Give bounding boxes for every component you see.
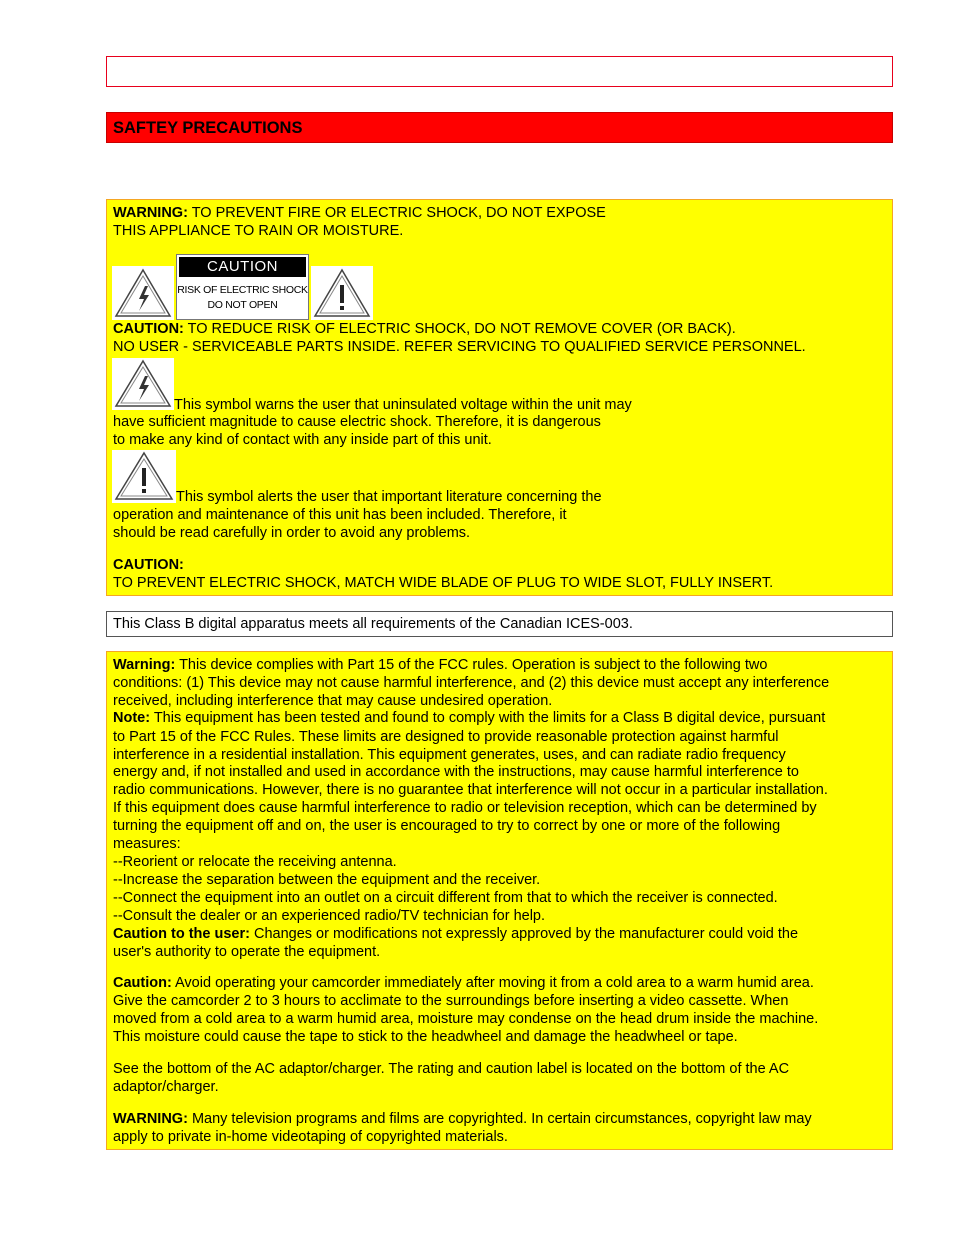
canada-notice-box: [106, 611, 893, 637]
fcc-warning-line-1: [113, 656, 767, 674]
caution-text: TO REDUCE RISK OF ELECTRIC SHOCK, DO NOT REMOVE COVER (OR BACK).: [183, 321, 736, 337]
note-line-7: turning the equipment off and on, the user is encouraged to try to correct by one or more of the following: [113, 818, 781, 834]
warning-label: WARNING:: [113, 205, 188, 221]
warning-text: TO PREVENT FIRE OR ELECTRIC SHOCK, DO NOT EXPOSE: [187, 205, 606, 221]
caution-label-image: [176, 254, 309, 320]
user-caution-line-2: user's authority to operate the equipment.: [113, 944, 381, 960]
fcc-warning-label: Warning:: [113, 657, 176, 673]
fcc-notice-box: [106, 651, 893, 1150]
camcorder-caution-text: Avoid operating your camcorder immediately after moving it from a cold area to a warm humid area.: [171, 975, 814, 991]
caution-plug-text: TO PREVENT ELECTRIC SHOCK, MATCH WIDE BLADE OF PLUG TO WIDE SLOT, FULLY INSERT.: [113, 575, 774, 591]
safety-warning-box: [106, 199, 893, 596]
note-line-4: energy and, if not installed and used in accordance with the instructions, may cause harmful interference to: [113, 764, 799, 780]
camcorder-caution-line-4: This moisture could cause the tape to stick to the headwheel and damage the headwheel or tape.: [113, 1029, 738, 1045]
fcc-warning-line-3: received, including interference that may cause undesired operation.: [113, 693, 553, 709]
fcc-warning-text: This device complies with Part 15 of the FCC rules. Operation is subject to the following two: [175, 657, 768, 673]
alert-symbol-line-2: operation and maintenance of this unit has been included. Therefore, it: [113, 507, 567, 523]
page-title: SAFTEY PRECAUTIONS: [113, 119, 303, 137]
warning-line-1: [113, 204, 606, 222]
adaptor-line-2: adaptor/charger.: [113, 1079, 219, 1095]
copyright-warning-label: WARNING:: [113, 1111, 188, 1127]
copyright-warning-line-2: apply to private in-home videotaping of copyrighted materials.: [113, 1129, 508, 1145]
measure-item-4: --Consult the dealer or an experienced radio/TV technician for help.: [113, 908, 546, 924]
note-line-5: radio communications. However, there is no guarantee that interference will not occur in a particular installation.: [113, 782, 828, 798]
user-caution-text: Changes or modifications not expressly approved by the manufacturer could void the: [249, 926, 799, 942]
shock-symbol-line-3: to make any kind of contact with any inside part of this unit.: [113, 432, 492, 448]
section-title-bar: [106, 112, 893, 143]
copyright-warning-line-1: [113, 1110, 812, 1128]
caution-plug-label: [113, 556, 184, 574]
copyright-warning-text: Many television programs and films are copyrighted. In certain circumstances, copyright law may: [187, 1111, 812, 1127]
measure-item-1: --Reorient or relocate the receiving antenna.: [113, 854, 397, 870]
camcorder-caution-line-2: Give the camcorder 2 to 3 hours to acclimate to the surroundings before inserting a video cassette. When: [113, 993, 789, 1009]
exclamation-symbol-icon: [112, 450, 176, 503]
caution-label-line-1: RISK OF ELECTRIC SHOCK: [177, 284, 308, 296]
camcorder-caution-line-1: [113, 974, 814, 992]
caution-label-header: CAUTION: [179, 257, 306, 277]
camcorder-caution-label: Caution:: [113, 975, 172, 991]
alert-symbol-line-3: should be read carefully in order to avoid any problems.: [113, 525, 471, 541]
note-line-2: to Part 15 of the FCC Rules. These limits are designed to provide reasonable protection against harmful: [113, 729, 779, 745]
shock-symbol-line-2: have sufficient magnitude to cause electric shock. Therefore, it is dangerous: [113, 414, 601, 430]
canada-notice: This Class B digital apparatus meets all requirements of the Canadian ICES-003.: [113, 616, 633, 632]
caution-label: CAUTION:: [113, 321, 184, 337]
caution-line-2: NO USER - SERVICEABLE PARTS INSIDE. REFER SERVICING TO QUALIFIED SERVICE PERSONNEL.: [113, 339, 806, 355]
note-text: This equipment has been tested and found to comply with the limits for a Class B digital device, pursuant: [150, 710, 826, 726]
user-caution-label: Caution to the user:: [113, 926, 250, 942]
caution-label-line-2: DO NOT OPEN: [207, 299, 278, 311]
note-line-8: measures:: [113, 836, 181, 852]
measure-item-3: --Connect the equipment into an outlet on a circuit different from that to which the receiver is connected.: [113, 890, 778, 906]
shock-symbol-line-1: This symbol warns the user that uninsulated voltage within the unit may: [174, 397, 632, 413]
note-line-1: [113, 709, 825, 727]
note-label: Note:: [113, 710, 151, 726]
header-frame: [106, 56, 893, 87]
alert-symbol-line-1: This symbol alerts the user that important literature concerning the: [176, 489, 602, 505]
note-line-3: interference in a residential installation. This equipment generates, uses, and can radiate radio frequency: [113, 747, 786, 763]
camcorder-caution-line-3: moved from a cold area to a warm humid area, moisture may condense on the head drum inside the machine.: [113, 1011, 819, 1027]
caution-line-1: [113, 320, 736, 338]
fcc-warning-line-2: conditions: (1) This device may not cause harmful interference, and (2) this device must accept any interference: [113, 675, 830, 691]
note-line-6: If this equipment does cause harmful interference to radio or television reception, which can be determined by: [113, 800, 817, 816]
warning-line-2: THIS APPLIANCE TO RAIN OR MOISTURE.: [113, 223, 404, 239]
electric-shock-symbol-icon: [112, 358, 174, 410]
adaptor-line-1: See the bottom of the AC adaptor/charger. The rating and caution label is located on the bottom of the AC: [113, 1061, 790, 1077]
electric-shock-warning-icon: [112, 266, 174, 320]
caution-plug-label-text: CAUTION:: [113, 557, 184, 573]
exclamation-warning-icon: [311, 266, 373, 320]
user-caution-line-1: [113, 925, 798, 943]
measure-item-2: --Increase the separation between the equipment and the receiver.: [113, 872, 541, 888]
